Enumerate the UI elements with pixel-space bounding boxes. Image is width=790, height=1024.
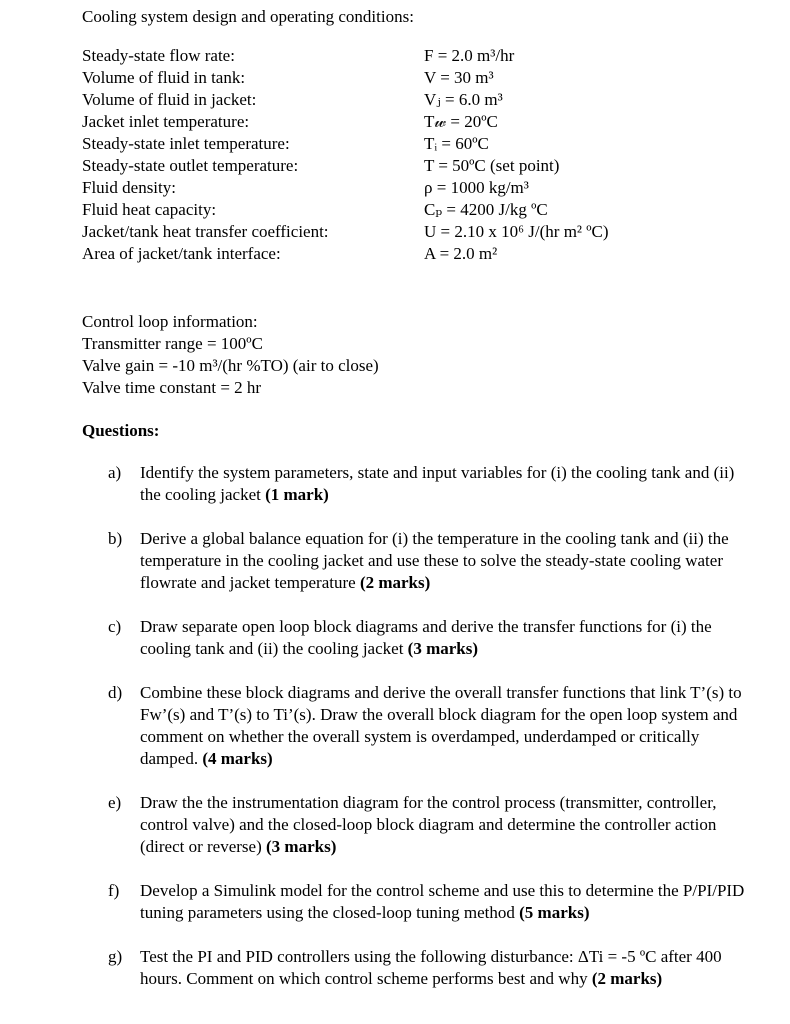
question-letter: e) (108, 793, 122, 812)
parameter-label: Steady-state outlet temperature: (82, 156, 299, 175)
parameter-row (82, 177, 732, 199)
parameter-value: T = 50ºC (set point) (424, 156, 560, 175)
parameter-value: Cₚ = 4200 J/kg ºC (424, 200, 548, 219)
parameter-row (82, 199, 732, 221)
parameter-label: Area of jacket/tank interface: (82, 244, 281, 263)
question-text: Draw separate open loop block diagrams and derive the transfer functions for (i) the cooling tank and (ii) the cooling jacket (3 marks) (140, 617, 712, 658)
parameter-value: F = 2.0 m³/hr (424, 46, 515, 65)
question-marks: (4 marks) (202, 749, 273, 768)
control-loop-title: Control loop information: (82, 312, 258, 331)
question-item (108, 946, 758, 990)
question-marks: (5 marks) (519, 903, 590, 922)
question-item (108, 528, 758, 594)
question-marks: (2 marks) (591, 969, 663, 988)
questions-title: Questions: (82, 421, 160, 440)
parameter-value: T𝓌 = 20ºC (424, 112, 498, 131)
question-item (108, 880, 758, 924)
parameter-label: Jacket inlet temperature: (82, 112, 250, 131)
parameter-value: Vⱼ = 6.0 m³ (424, 90, 503, 109)
question-letter: a) (108, 463, 122, 482)
parameter-value: ρ = 1000 kg/m³ (424, 178, 529, 197)
question-marks: (3 marks) (407, 639, 479, 658)
parameter-row (82, 221, 732, 243)
control-loop-line: Valve gain = -10 m³/(hr %TO) (air to close) (82, 356, 379, 375)
control-loop-info (82, 311, 379, 399)
parameter-label: Volume of fluid in tank: (82, 68, 246, 87)
question-marks: (1 mark) (265, 485, 329, 504)
questions-list (108, 462, 758, 1012)
question-letter: g) (108, 947, 123, 966)
parameter-value: U = 2.10 x 10⁶ J/(hr m² ºC) (424, 222, 609, 241)
parameter-label: Jacket/tank heat transfer coefficient: (82, 222, 329, 241)
parameter-value: Tᵢ = 60ºC (424, 134, 489, 153)
parameter-row (82, 89, 732, 111)
question-text: Combine these block diagrams and derive the overall transfer functions that link T’(s) to Fw’(s) and T’(s) to Ti’(s). Draw the overall block diagram for the open loop system and comment on whether the overall system is overdamped, underdamped or critically damped. (4 marks) (140, 683, 742, 768)
question-text: Develop a Simulink model for the control scheme and use this to determine the P/PI/PID tuning parameters using the closed-loop tuning method (5 marks) (140, 881, 745, 922)
parameter-row (82, 45, 732, 67)
parameter-row (82, 133, 732, 155)
question-item (108, 792, 758, 858)
question-letter: f) (108, 881, 120, 900)
question-marks: (3 marks) (266, 837, 337, 856)
question-marks: (2 marks) (359, 573, 431, 592)
parameter-row (82, 67, 732, 89)
parameters-table (82, 45, 732, 265)
question-item (108, 682, 758, 770)
page-heading: Cooling system design and operating conditions: (82, 7, 414, 26)
control-loop-line: Valve time constant = 2 hr (82, 378, 262, 397)
parameter-row (82, 155, 732, 177)
parameter-label: Fluid density: (82, 178, 176, 197)
question-item (108, 616, 758, 660)
control-loop-line: Transmitter range = 100ºC (82, 334, 263, 353)
question-letter: b) (108, 529, 123, 548)
parameter-value: V = 30 m³ (424, 68, 494, 87)
question-text: Test the PI and PID controllers using the following disturbance: ΔTi = -5 ºC after 400 hours. Comment on which control scheme performs best and why (2 marks) (140, 947, 722, 988)
question-text: Draw the the instrumentation diagram for the control process (transmitter, controller, control valve) and the closed-loop block diagram and determine the controller action (direct or reverse) (3 marks) (140, 793, 717, 856)
parameter-row (82, 243, 732, 265)
parameter-label: Volume of fluid in jacket: (82, 90, 257, 109)
parameter-label: Fluid heat capacity: (82, 200, 217, 219)
question-item (108, 462, 758, 506)
parameter-row (82, 111, 732, 133)
question-letter: c) (108, 617, 122, 636)
question-text: Derive a global balance equation for (i) the temperature in the cooling tank and (ii) the temperature in the cooling jacket and use these to solve the steady-state cooling water flowrate and jacket temperature (2 marks) (140, 529, 729, 592)
parameter-value: A = 2.0 m² (424, 244, 498, 263)
question-text: Identify the system parameters, state and input variables for (i) the cooling tank and (ii) the cooling jacket (1 mark) (140, 463, 735, 504)
parameter-label: Steady-state inlet temperature: (82, 134, 290, 153)
parameter-label: Steady-state flow rate: (82, 46, 235, 65)
question-letter: d) (108, 683, 123, 702)
